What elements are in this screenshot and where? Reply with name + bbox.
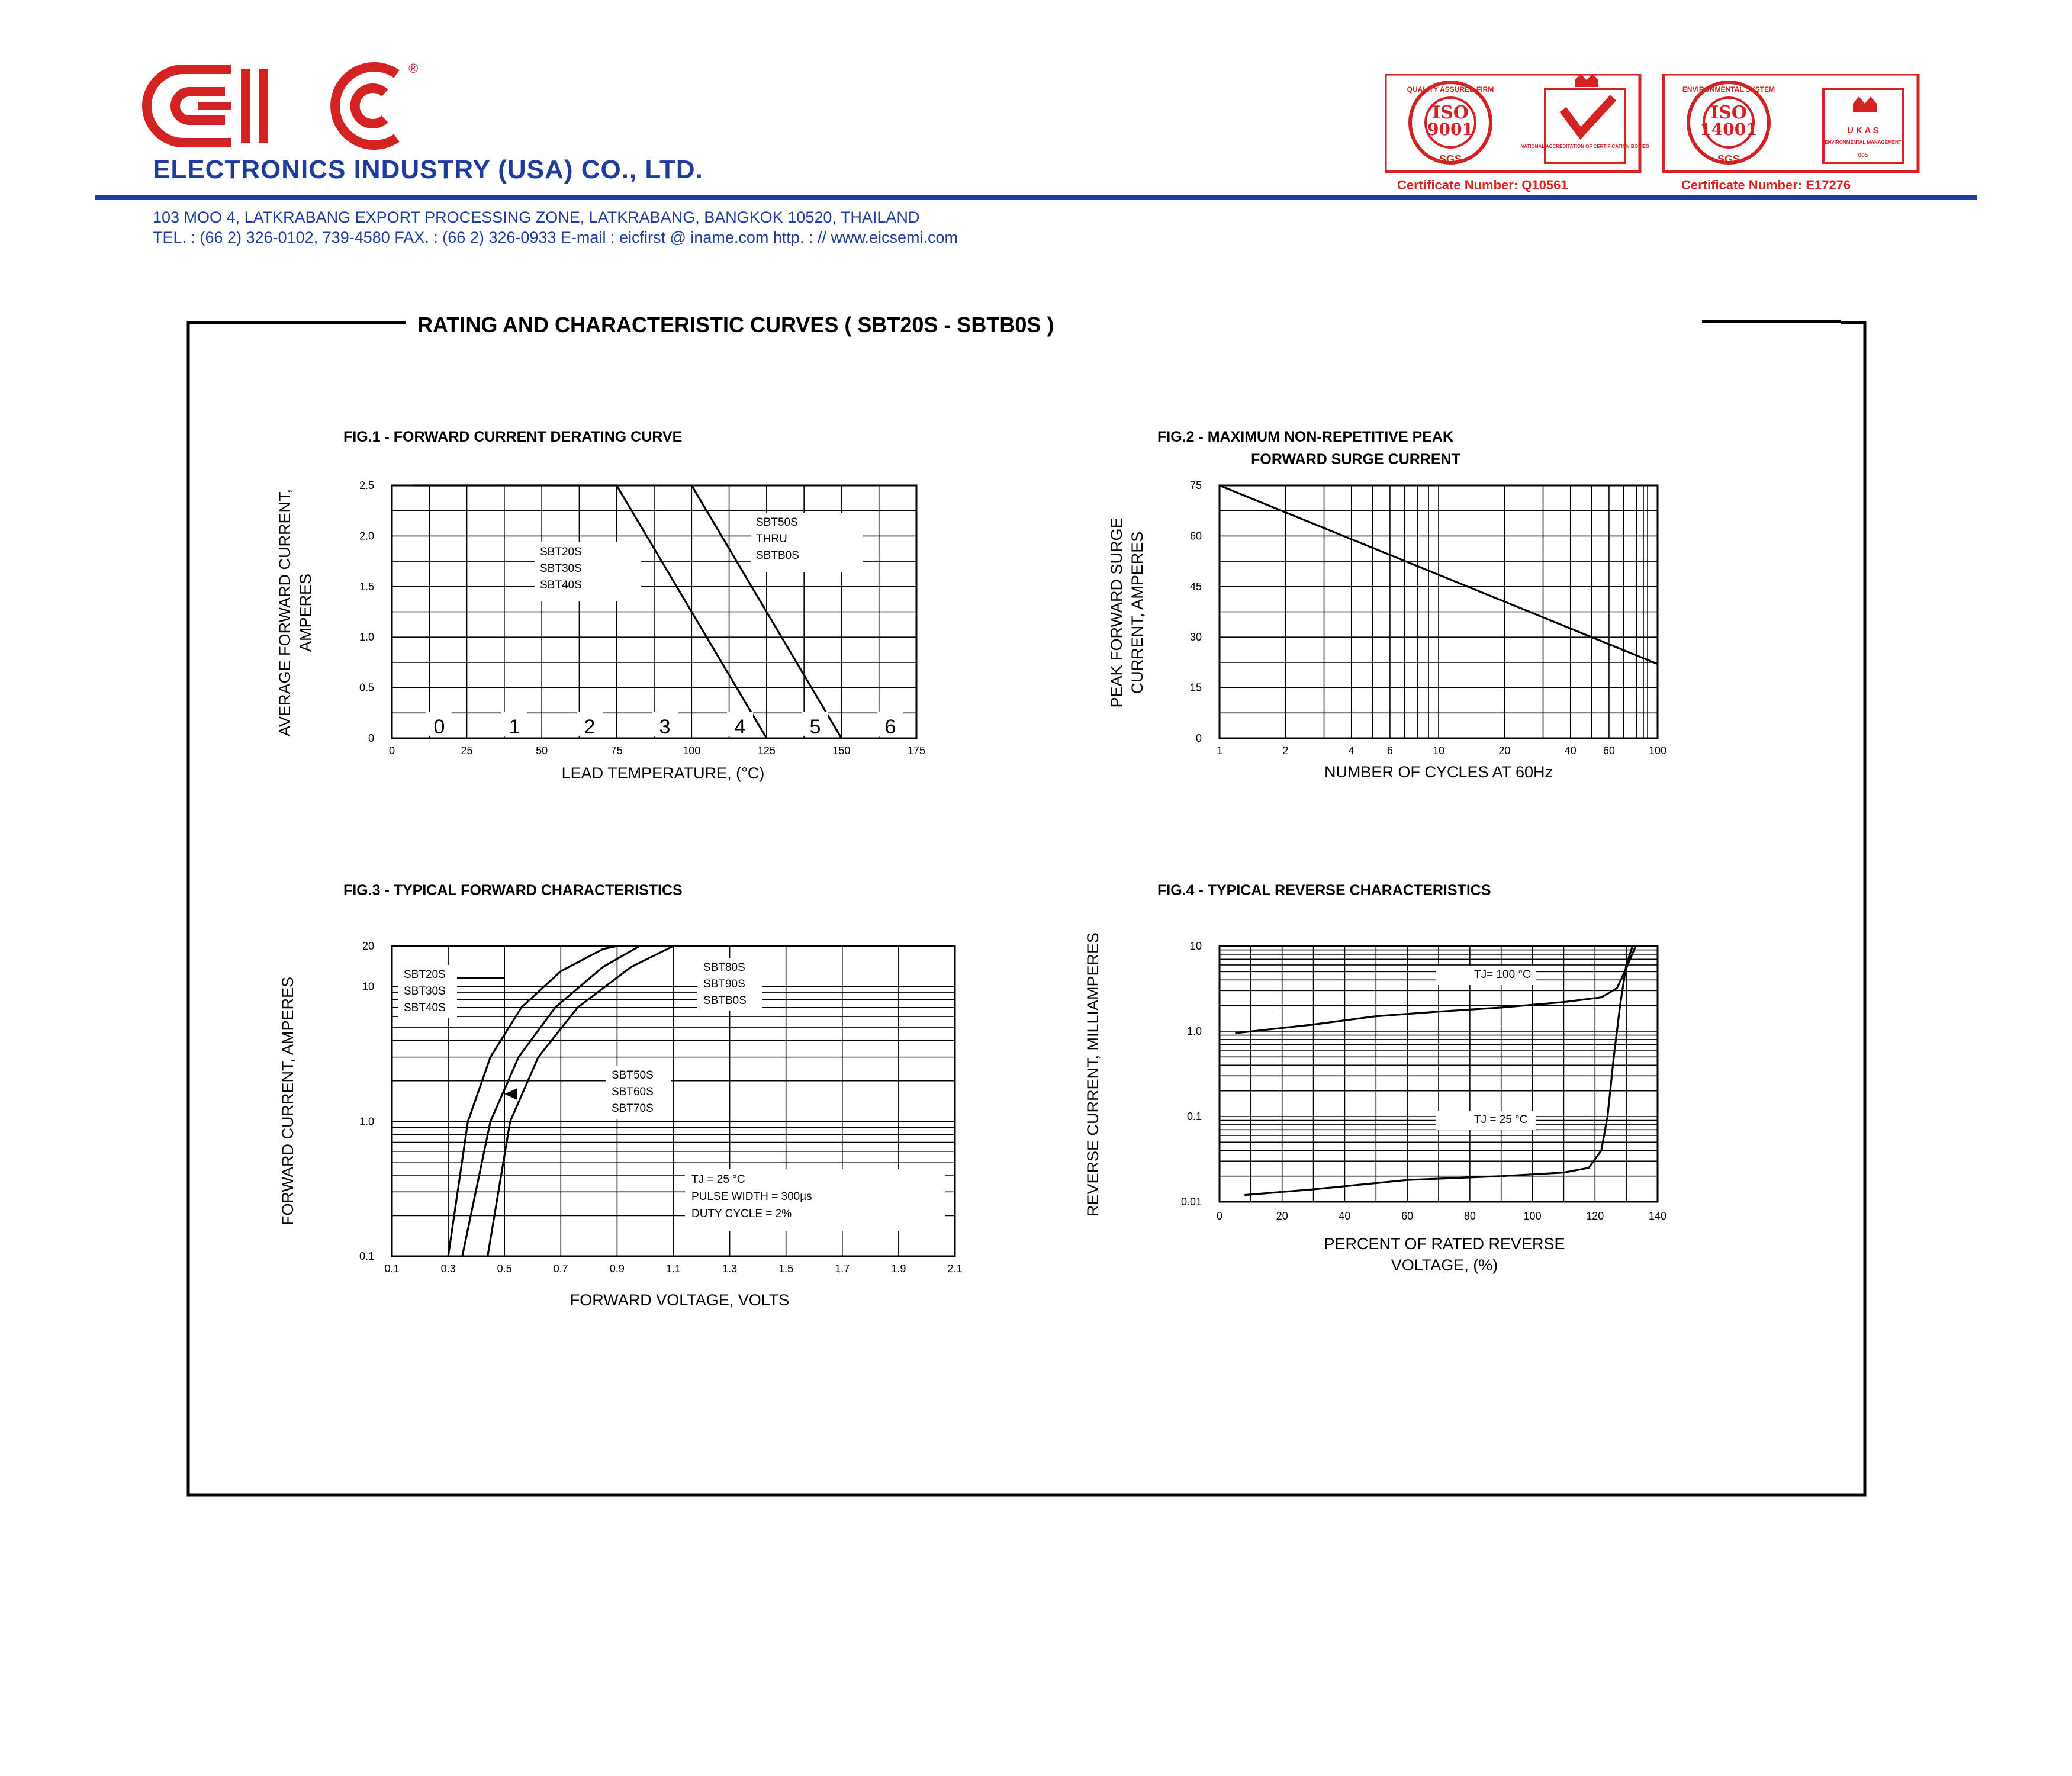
y-tick-label: 60 — [1189, 530, 1202, 542]
y-axis-label: FORWARD CURRENT, AMPERES — [279, 976, 297, 1226]
cert2-number-mark: 14001 — [1700, 120, 1758, 139]
x-tick-label: 2.1 — [947, 1263, 963, 1275]
address-line-2: TEL. : (66 2) 326-0102, 739-4580 FAX. : (66 2) 326-0933 E-mail : eicfirst @ iname.com http. : // www.eicsemi.com — [153, 229, 958, 246]
x-tick-label: 75 — [610, 745, 623, 757]
cert2-number: Certificate Number: E17276 — [1681, 178, 1851, 192]
y-tick-label: 1.0 — [1186, 1025, 1202, 1037]
registered-mark: ® — [408, 61, 419, 76]
x-tick-label: 1.7 — [835, 1263, 850, 1275]
series-label: THRU — [756, 533, 787, 545]
y-tick-label: 20 — [362, 940, 374, 952]
cert2-ukas-code: 005 — [1858, 152, 1868, 159]
x-tick-label: 10 — [1432, 745, 1445, 757]
x-tick-label: 0 — [388, 745, 395, 757]
fig2-chart — [1108, 429, 1666, 781]
cert1-accreditation: NATIONAL ACCREDITATION OF CERTIFICATION BODIES — [1520, 144, 1649, 149]
series-label: TJ = 25 °C — [1474, 1114, 1528, 1126]
x-tick-label: 0.3 — [440, 1263, 456, 1275]
series-label: SBT20S — [404, 969, 446, 981]
x-axis-label: LEAD TEMPERATURE, (°C) — [561, 764, 765, 782]
fig3-chart — [279, 882, 963, 1309]
y-tick-label: 75 — [1189, 480, 1202, 491]
series-label: SBT30S — [540, 562, 582, 575]
x-tick-label: 25 — [461, 745, 473, 757]
x-tick-label: 175 — [907, 745, 926, 757]
cert1-number: Certificate Number: Q10561 — [1397, 178, 1568, 192]
cert2-ukas-sub: ENVIRONMENTAL MANAGEMENT — [1825, 140, 1902, 145]
y-tick-label: 15 — [1189, 681, 1202, 694]
x-tick-label: 6 — [1386, 745, 1393, 757]
annotation-text: TJ = 25 °C — [691, 1173, 745, 1186]
y-tick-label: 10 — [1189, 940, 1202, 952]
y-tick-label: 1.5 — [359, 580, 374, 593]
x-tick-label: 100 — [1523, 1210, 1542, 1222]
series-label: SBTB0S — [756, 549, 799, 562]
x-tick-label: 100 — [683, 745, 701, 757]
series-label: SBT60S — [612, 1086, 654, 1098]
x-tick-label: 2 — [1282, 745, 1289, 757]
overprinted-digit: 1 — [509, 716, 520, 738]
x-tick-label: 140 — [1648, 1210, 1667, 1222]
x-tick-label: 1.5 — [778, 1263, 794, 1275]
series-label: SBT30S — [404, 985, 446, 998]
annotation-text: PULSE WIDTH = 300µs — [691, 1191, 812, 1203]
cert2-ring-text: ENVIRONMENTAL SYSTEM — [1682, 85, 1775, 94]
cert1-body: SGS — [1439, 153, 1462, 165]
y-tick-label: 2.5 — [359, 480, 374, 491]
y-tick-label: 0.5 — [359, 681, 374, 694]
address-line-1: 103 MOO 4, LATKRABANG EXPORT PROCESSING ZONE, LATKRABANG, BANGKOK 10520, THAILAND — [153, 208, 920, 226]
overprinted-digit: 3 — [659, 716, 671, 738]
x-tick-label: 20 — [1498, 745, 1511, 757]
y-tick-label: 0 — [368, 732, 374, 744]
chart-title: FIG.4 - TYPICAL REVERSE CHARACTERISTICS — [1157, 882, 1491, 899]
y-tick-label: 1.0 — [359, 1115, 374, 1128]
x-axis-label: VOLTAGE, (%) — [1391, 1256, 1498, 1274]
grid — [1220, 485, 1658, 738]
x-tick-label: 125 — [757, 745, 776, 757]
x-tick-label: 60 — [1603, 745, 1615, 757]
x-tick-label: 4 — [1348, 745, 1354, 757]
series-label: SBT90S — [703, 978, 745, 990]
overprinted-digit: 6 — [884, 716, 896, 738]
chart-title: FIG.1 - FORWARD CURRENT DERATING CURVE — [343, 429, 683, 445]
y-tick-label: 10 — [362, 980, 374, 993]
cert2-iso: ISO — [1710, 102, 1747, 123]
series-label: SBTB0S — [703, 995, 747, 1007]
annotation-text: DUTY CYCLE = 2% — [691, 1208, 792, 1220]
y-tick-label: 1.0 — [359, 631, 374, 644]
x-axis-label: NUMBER OF CYCLES AT 60Hz — [1324, 763, 1553, 781]
x-tick-label: 150 — [832, 745, 851, 757]
x-tick-label: 0 — [1216, 1210, 1223, 1222]
y-axis-label: REVERSE CURRENT, MILLIAMPERES — [1084, 932, 1102, 1217]
x-tick-label: 40 — [1339, 1210, 1351, 1222]
series-label: SBT50S — [612, 1069, 654, 1082]
cert2-body: SGS — [1717, 153, 1740, 165]
cert1-iso: ISO — [1432, 102, 1469, 123]
series-label: SBT40S — [540, 579, 582, 591]
series-label: SBT70S — [612, 1102, 654, 1115]
y-axis-label: AMPERES — [297, 573, 314, 652]
cert1-number-mark: 9001 — [1427, 120, 1473, 139]
y-axis-label: PEAK FORWARD SURGE — [1108, 517, 1125, 708]
x-tick-label: 0.9 — [609, 1263, 625, 1275]
overprinted-digit: 5 — [809, 716, 821, 738]
y-axis-label: AVERAGE FORWARD CURRENT, — [276, 488, 294, 737]
x-axis-label: PERCENT OF RATED REVERSE — [1324, 1235, 1565, 1253]
x-tick-label: 120 — [1586, 1210, 1604, 1222]
series-label: SBT80S — [703, 961, 745, 974]
x-tick-label: 80 — [1463, 1210, 1476, 1222]
x-tick-label: 20 — [1276, 1210, 1288, 1222]
x-tick-label: 60 — [1401, 1210, 1414, 1222]
y-tick-label: 30 — [1189, 631, 1202, 644]
x-tick-label: 1.9 — [891, 1263, 906, 1275]
y-tick-label: 2.0 — [359, 530, 374, 542]
chart-title: FIG.3 - TYPICAL FORWARD CHARACTERISTICS — [343, 882, 683, 899]
series-label: TJ= 100 °C — [1474, 969, 1531, 981]
chart-subtitle: FORWARD SURGE CURRENT — [1251, 451, 1460, 468]
fig1-chart — [276, 429, 925, 782]
overprinted-digit: 4 — [734, 716, 746, 738]
overprinted-digit: 0 — [433, 716, 445, 738]
cert1-ring-text: QUALITY ASSURED FIRM — [1407, 85, 1494, 94]
y-tick-label: 0.1 — [359, 1250, 374, 1262]
x-tick-label: 0.7 — [553, 1263, 568, 1275]
overprinted-digit: 2 — [584, 716, 596, 738]
x-tick-label: 0.5 — [497, 1263, 512, 1275]
x-tick-label: 40 — [1564, 745, 1576, 757]
series-label: SBT50S — [756, 516, 798, 529]
x-tick-label: 1.3 — [722, 1263, 738, 1275]
y-tick-label: 0.01 — [1180, 1196, 1202, 1208]
series-label: SBT40S — [404, 1002, 446, 1014]
company-name: ELECTRONICS INDUSTRY (USA) CO., LTD. — [153, 155, 703, 184]
page-heading: RATING AND CHARACTERISTIC CURVES ( SBT20S - SBTB0S ) — [417, 313, 1054, 337]
x-tick-label: 50 — [536, 745, 548, 757]
y-tick-label: 0.1 — [1186, 1111, 1202, 1122]
x-axis-label: FORWARD VOLTAGE, VOLTS — [570, 1291, 790, 1309]
cert2-ukas: U K A S — [1847, 126, 1879, 136]
y-tick-label: 0 — [1195, 732, 1202, 744]
x-tick-label: 1 — [1216, 745, 1223, 757]
fig4-chart — [1084, 882, 1666, 1274]
y-axis-label: CURRENT, AMPERES — [1128, 531, 1146, 694]
arrow-marker — [504, 1088, 517, 1100]
x-tick-label: 100 — [1648, 745, 1667, 757]
x-tick-label: 1.1 — [665, 1263, 681, 1275]
x-tick-label: 0.1 — [384, 1263, 400, 1275]
y-tick-label: 45 — [1189, 580, 1202, 593]
series-label: SBT20S — [540, 546, 582, 558]
chart-title: FIG.2 - MAXIMUM NON-REPETITIVE PEAK — [1157, 429, 1454, 445]
